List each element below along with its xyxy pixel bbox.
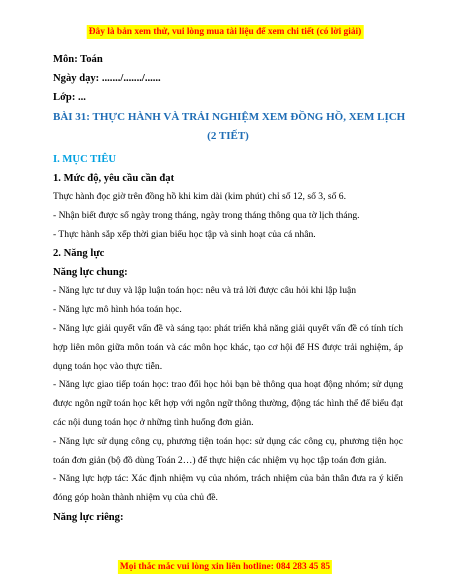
heading-competencies: 2. Năng lực <box>53 248 105 260</box>
lesson-duration: (2 TIẾT) <box>207 130 249 142</box>
competency-item: - Năng lực hợp tác: Xác định nhiệm vụ của nhóm, trách nhiệm của bản thân đưa ra ý kiến đóng góp hoàn thành nhiệm vụ của chủ đề. <box>53 473 403 504</box>
competency-item: - Năng lực mô hình hóa toán học. <box>53 304 182 316</box>
heading-requirements: 1. Mức độ, yêu cầu cần đạt <box>53 173 175 184</box>
requirement-item: - Nhận biết được số ngày trong tháng, ngày trong tháng thông qua tờ lịch tháng. <box>53 209 360 221</box>
competency-item: - Năng lực tư duy và lập luận toán học: nêu và trả lời được câu hỏi khi lập luận <box>53 285 357 297</box>
requirement-item: Thực hành đọc giờ trên đồng hồ khi kim dài (kim phút) chỉ số 12, số 3, số 6. <box>53 191 346 202</box>
requirement-item: - Thực hành sắp xếp thời gian biểu học tập và sinh hoạt của cá nhân. <box>53 228 316 240</box>
hotline-banner: Mọi thắc mắc vui lòng xin liên hotline: 084 283 45 85 <box>119 562 331 572</box>
heading-specific-competencies: Năng lực riêng: <box>53 511 124 523</box>
subject-line: Môn: Toán <box>53 54 103 65</box>
competency-item: - Năng lực giao tiếp toán học: trao đổi học hỏi bạn bè thông qua hoạt động nhóm; sử dụng được ngôn ngữ toán học kết hợp với ngôn ngữ thông thường, động tác hình thể để biểu đạt các nội dung toán học ở những tình huống đơn giản. <box>53 379 403 428</box>
competency-item: - Năng lực sử dụng công cụ, phương tiện toán học: sử dụng các công cụ, phương tiện học toán đơn giản (bộ đồ dùng Toán 2…) để thực hiện các nhiệm vụ học tập toán đơn giản. <box>53 435 403 466</box>
document-body <box>53 50 406 527</box>
date-line: Ngày dạy: ......./......./...... <box>53 73 161 84</box>
lesson-title: BÀI 31: THỰC HÀNH VÀ TRẢI NGHIỆM XEM ĐỒNG HỒ, XEM LỊCH <box>53 111 406 123</box>
heading-general-competencies: Năng lực chung: <box>53 267 128 279</box>
class-line: Lớp: ... <box>53 92 86 103</box>
competency-item: - Năng lực giải quyết vấn đề và sáng tạo: phát triển khả năng giải quyết vấn đề có tính tích hợp liên môn giữa môn toán và các môn học khác, tạo cơ hội để HS được trải nghiệm, áp dụng toán học vào thực tiễn. <box>53 322 403 372</box>
preview-banner: Đây là bản xem thử, vui lòng mua tài liệu để xem chi tiết (có lời giải) <box>88 27 362 37</box>
section-objectives: I. MỤC TIÊU <box>53 154 117 165</box>
